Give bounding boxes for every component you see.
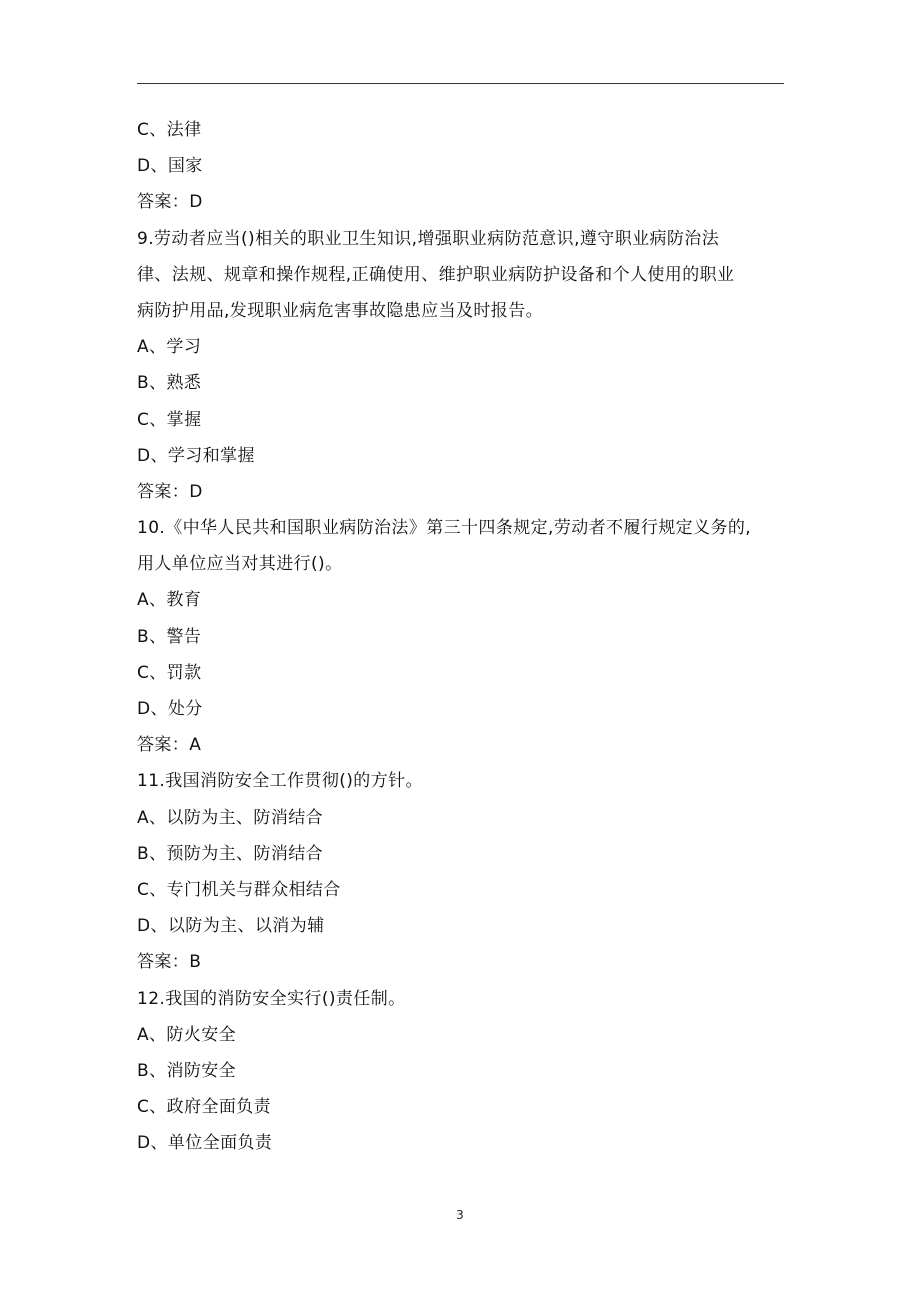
option-c-q9: C、掌握 [137, 409, 202, 430]
option-b-q10: B、警告 [137, 626, 202, 647]
option-d-q12: D、单位全面负责 [137, 1133, 273, 1154]
document-body [137, 112, 787, 1161]
option-b-q12: B、消防安全 [137, 1060, 237, 1081]
option-b-q11: B、预防为主、防消结合 [137, 843, 324, 864]
header-rule [137, 83, 784, 84]
answer-q10: 答案：A [137, 735, 202, 756]
question-10-line-2: 用人单位应当对其进行()。 [137, 554, 343, 575]
option-d-q9: D、学习和掌握 [137, 445, 255, 466]
option-c-q11: C、专门机关与群众相结合 [137, 879, 341, 900]
option-d-q8: D、国家 [137, 156, 203, 177]
answer-q8: 答案：D [137, 192, 203, 213]
option-a-q10: A、教育 [137, 590, 202, 611]
question-9-line-3: 病防护用品,发现职业病危害事故隐患应当及时报告。 [137, 300, 544, 321]
answer-q11: 答案：B [137, 952, 202, 973]
option-c-q12: C、政府全面负责 [137, 1097, 272, 1118]
option-a-q12: A、防火安全 [137, 1024, 237, 1045]
question-9-line-2: 律、法规、规章和操作规程,正确使用、维护职业病防护设备和个人使用的职业 [137, 264, 735, 285]
page-number: 3 [456, 1208, 464, 1222]
option-d-q10: D、处分 [137, 699, 203, 719]
question-12: 12.我国的消防安全实行()责任制。 [137, 988, 406, 1009]
question-11: 11.我国消防安全工作贯彻()的方针。 [137, 771, 423, 792]
question-9-line-1: 9.劳动者应当()相关的职业卫生知识,增强职业病防范意识,遵守职业病防治法 [137, 228, 720, 249]
option-c-q8: C、法律 [137, 120, 202, 140]
option-a-q11: A、以防为主、防消结合 [137, 807, 324, 828]
option-b-q9: B、熟悉 [137, 373, 202, 394]
answer-q9: 答案：D [137, 481, 203, 502]
option-c-q10: C、罚款 [137, 662, 202, 683]
option-a-q9: A、学习 [137, 337, 202, 358]
question-10-line-1: 10.《中华人民共和国职业病防治法》第三十四条规定,劳动者不履行规定义务的, [137, 518, 752, 539]
option-d-q11: D、以防为主、以消为辅 [137, 916, 325, 937]
